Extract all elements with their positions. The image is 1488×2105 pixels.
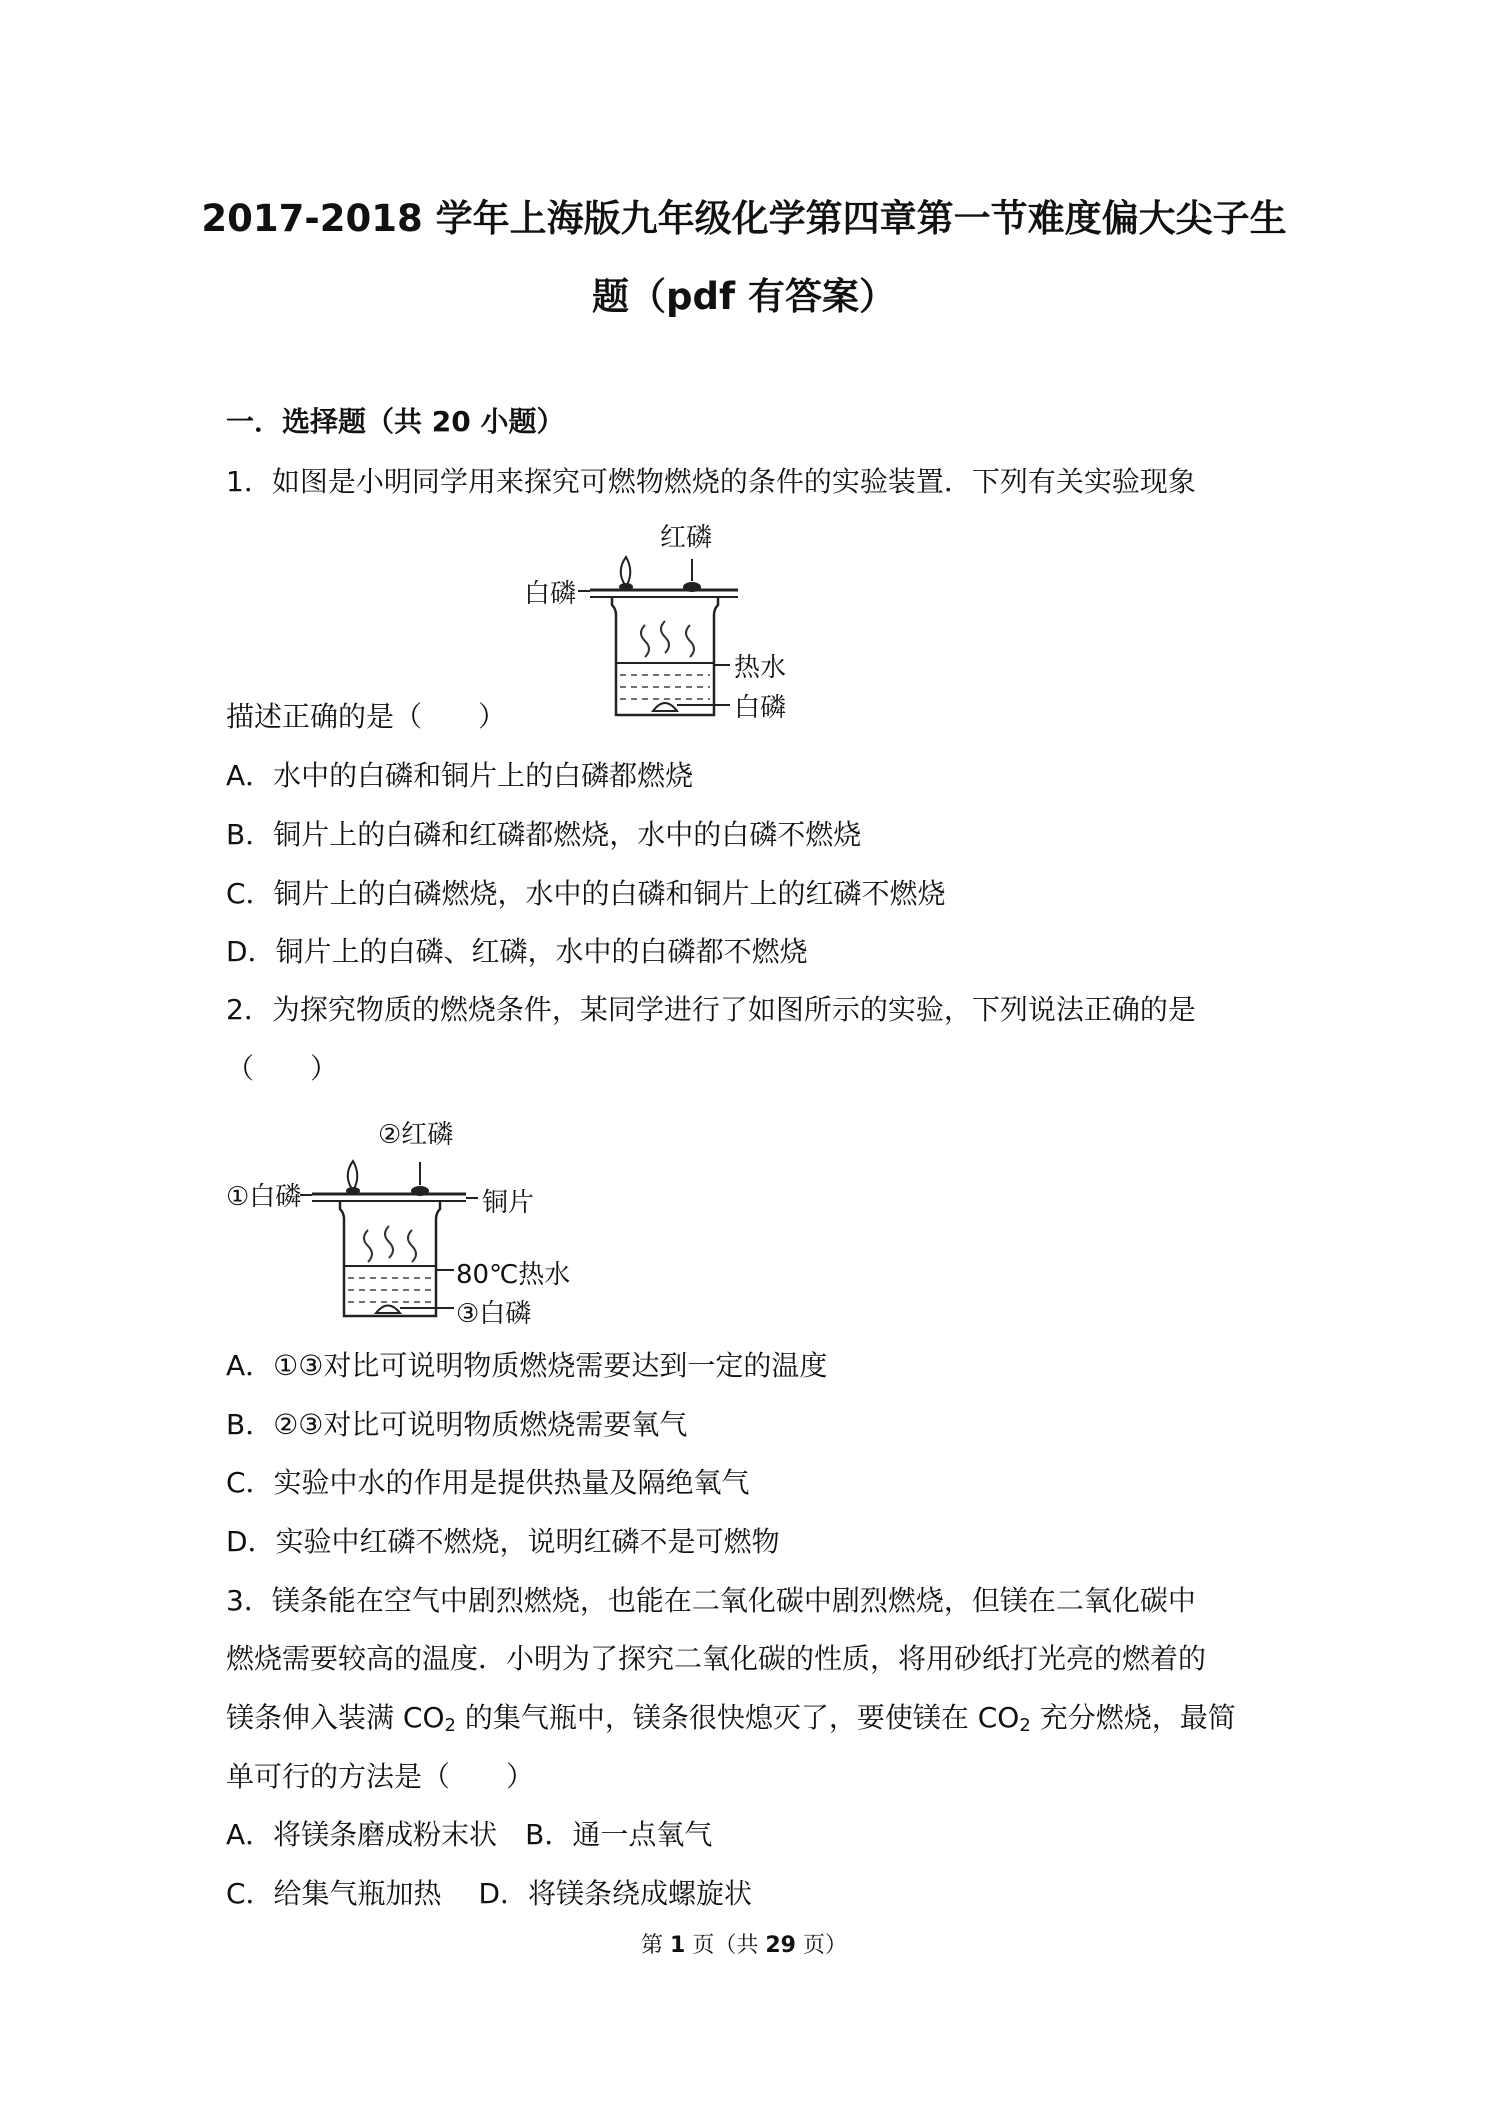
q3-line2: 燃烧需要较高的温度．小明为了探究二氧化碳的性质，将用砂纸打光亮的燃着的 — [226, 1642, 1207, 1675]
q3-line3-part-c: 充分燃烧，最简 — [1030, 1701, 1236, 1734]
section-heading: 一．选择题（共 20 小题） — [226, 405, 565, 438]
q2-stem-end: （ ） — [226, 1052, 339, 1085]
q1-label-red-phosphorus: 红磷 — [660, 523, 713, 553]
q2-stem: 2．为探究物质的燃烧条件，某同学进行了如图所示的实验，下列说法正确的是 — [226, 993, 1196, 1026]
q3-options-row1: A．将镁条磨成粉末状 B．通一点氧气 — [226, 1818, 713, 1851]
footer-middle: 页（共 — [685, 1933, 766, 1958]
q3-line3-part-a: 镁条伸入装满 CO — [226, 1701, 445, 1734]
q2-label-red-phosphorus: ②红磷 — [378, 1120, 454, 1150]
q1-figure — [520, 525, 810, 735]
q3-line4: 单可行的方法是（ ） — [226, 1760, 535, 1793]
q3-line3-part-b: 的集气瓶中，镁条很快熄灭了，要使镁在 CO — [455, 1701, 1020, 1734]
q2-option-a: A．①③对比可说明物质燃烧需要达到一定的温度 — [226, 1349, 828, 1382]
footer-prefix: 第 — [641, 1933, 671, 1958]
q2-option-c: C．实验中水的作用是提供热量及隔绝氧气 — [226, 1466, 750, 1499]
footer-total-pages: 29 — [765, 1933, 796, 1958]
q3-co2-subscript-1: 2 — [444, 1715, 456, 1736]
footer-suffix: 页） — [795, 1933, 847, 1958]
q1-label-white-phosphorus-top: 白磷 — [524, 579, 577, 609]
q2-label-copper: 铜片 — [482, 1188, 535, 1218]
q3-line3 — [226, 1698, 1236, 1746]
q1-option-c: C．铜片上的白磷燃烧，水中的白磷和铜片上的红磷不燃烧 — [226, 877, 946, 910]
q3-options-row2: C．给集气瓶加热 D．将镁条绕成螺旋状 — [226, 1877, 753, 1910]
doc-title-line2: 题（pdf 有答案） — [592, 275, 896, 318]
q2-label-hot-water: 80℃热水 — [456, 1260, 571, 1290]
page-footer — [0, 1928, 1488, 1959]
q1-label-hot-water: 热水 — [734, 653, 787, 683]
doc-title-line1: 2017-2018 学年上海版九年级化学第四章第一节难度偏大尖子生 — [201, 197, 1287, 240]
q1-option-a: A．水中的白磷和铜片上的白磷都燃烧 — [226, 759, 694, 792]
q1-label-white-phosphorus-bottom: 白磷 — [734, 693, 787, 723]
q2-label-white-phosphorus-bottom: ③白磷 — [456, 1299, 532, 1329]
q2-figure — [226, 1112, 586, 1332]
q1-stem-end: 描述正确的是（ ） — [226, 700, 507, 733]
footer-page-number: 1 — [670, 1933, 686, 1958]
q2-option-d: D．实验中红磷不燃烧，说明红磷不是可燃物 — [226, 1525, 780, 1558]
q1-option-d: D．铜片上的白磷、红磷，水中的白磷都不燃烧 — [226, 935, 808, 968]
q1-stem: 1．如图是小明同学用来探究可燃物燃烧的条件的实验装置．下列有关实验现象 — [226, 465, 1196, 498]
q3-co2-subscript-2: 2 — [1019, 1715, 1031, 1736]
q2-option-b: B．②③对比可说明物质燃烧需要氧气 — [226, 1408, 688, 1441]
q3-line1: 3．镁条能在空气中剧烈燃烧，也能在二氧化碳中剧烈燃烧，但镁在二氧化碳中 — [226, 1584, 1196, 1617]
q1-option-b: B．铜片上的白磷和红磷都燃烧，水中的白磷不燃烧 — [226, 818, 862, 851]
q2-label-white-phosphorus-top: ①白磷 — [226, 1182, 302, 1212]
